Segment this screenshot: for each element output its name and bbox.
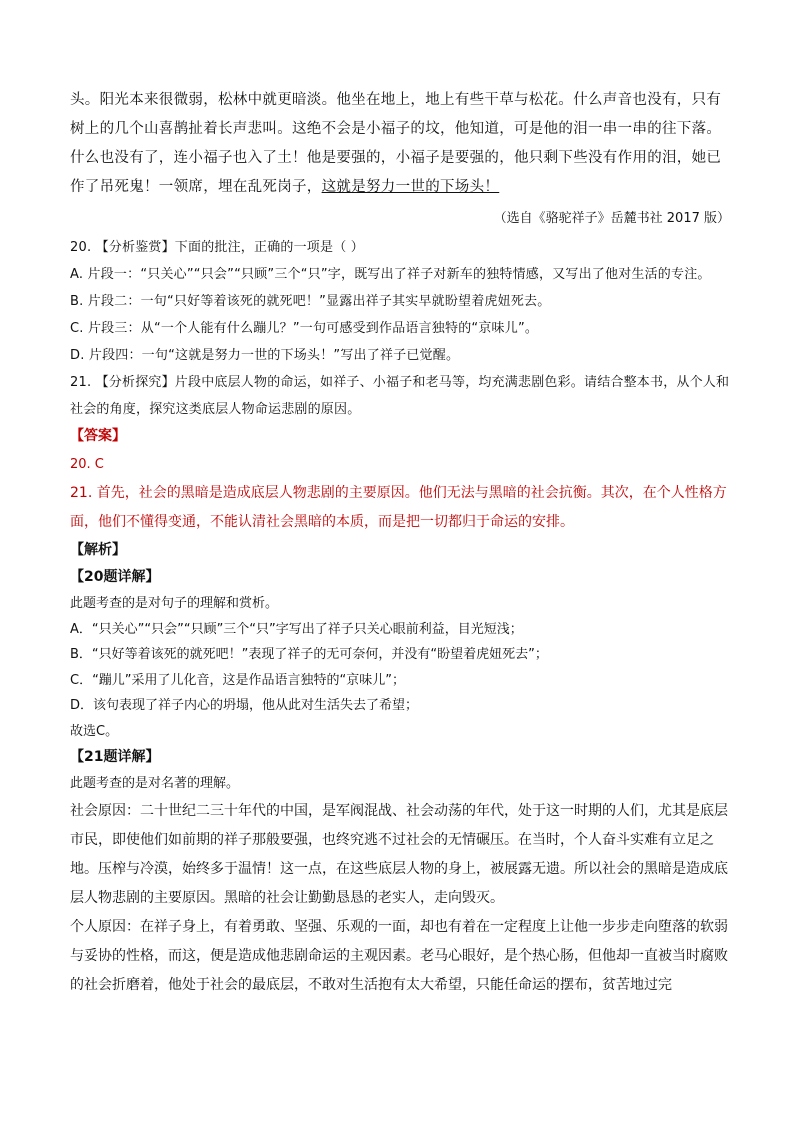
question-20-option-a: A. 片段一：“只关心”“只会”“只顾”三个“只”字，既写出了祥子对新车的独特情感，又写出了他对生活的专注。 — [70, 267, 711, 282]
detail-21-social-reason: 社会原因：二十世纪二三十年代的中国，是军阀混战、社会动荡的年代，处于这一时期的人们，尤其是底层市民，即使他们如前期的祥子那般要强，也终究逃不过社会的无情碾压。在当时，个人奋斗实难有立足之地。压榨与冷漠，始终多于温情！这一点，在这些底层人物的身上，被展露无遗。所以社会的黑暗是造成底层人物悲剧的主要原因。黑暗的社会让勤勤恳恳的老实人，走向毁灭。 — [70, 802, 728, 906]
answer-20: 20. C — [70, 457, 104, 472]
question-20-option-b: B. 片段二：一句“只好等着该死的就死吧！”显露出祥子其实早就盼望着虎妞死去。 — [70, 294, 551, 309]
detail-20-d: D．该句表现了祥子内心的坍塌，他从此对生活失去了希望； — [70, 698, 419, 713]
detail-20-conclusion: 故选C。 — [70, 723, 119, 739]
question-20-option-d: D. 片段四：一句“这就是努力一世的下场头！”写出了祥子已觉醒。 — [70, 348, 460, 363]
question-21: 21. 【分析探究】片段中底层人物的命运，如祥子、小福子和老马等，均充满悲剧色彩。请结合整本书，从个人和社会的角度，探究这类底层人物命运悲剧的原因。 — [70, 375, 730, 417]
detail-20-intro: 此题考查的是对句子的理解和赏析。 — [70, 596, 279, 611]
passage — [70, 86, 730, 202]
detail-21-personal-reason: 个人原因：在祥子身上，有着勇敢、坚强、乐观的一面，却也有着在一定程度上让他一步步走向堕落的软弱与妥协的性格，而这，便是造成他悲剧命运的主观因素。老马心眼好，是个热心肠，但他却一直被当时腐败的社会折磨着，他处于社会的最底层，不敢对生活抱有太大希望，只能任命运的摆布，贫苦地过完 — [70, 918, 728, 993]
answer-21: 21. 首先，社会的黑暗是造成底层人物悲剧的主要原因。他们无法与黑暗的社会抗衡。其次，在个人性格方面，他们不懂得变通，不能认清社会黑暗的本质，而是把一切都归于命运的安排。 — [70, 485, 727, 530]
source-citation: （选自《骆驼祥子》岳麓书社 2017 版） — [493, 211, 730, 226]
question-20: 20. 【分析鉴赏】下面的批注，正确的一项是（ ） — [70, 240, 364, 255]
detail-20-heading: 【20题详解】 — [70, 569, 160, 585]
passage-text — [70, 86, 730, 202]
detail-21-intro: 此题考查的是对名著的理解。 — [70, 776, 240, 791]
detail-20-c: C．“蹦儿”采用了儿化音，这是作品语言独特的“京味儿”； — [70, 672, 406, 688]
question-20-option-c: C. 片段三：从“一个人能有什么蹦儿？”一句可感受到作品语言独特的“京味儿”。 — [70, 321, 539, 336]
detail-20-a: A．“只关心”“只会”“只顾”三个“只”字写出了祥子只关心眼前利益，目光短浅； — [70, 621, 523, 637]
passage-underlined-sentence: 这就是努力一世的下场头！ — [321, 179, 500, 195]
passage-main-text: 头。阳光本来很微弱，松林中就更暗淡。他坐在地上，地上有些干草与松花。什么声音也没有，只有树上的几个山喜鹊扯着长声悲叫。这绝不会是小福子的坟，他知道，可是他的泪一串一串的往下落。什么也没有了，连小福子也入了土！他是要强的，小福子是要强的，他只剩下些没有作用的泪，她已作了吊死鬼！一领席，埋在乱死岗子， — [70, 92, 722, 195]
analysis-heading: 【解析】 — [70, 542, 126, 558]
answer-heading: 【答案】 — [70, 428, 126, 444]
detail-21-heading: 【21题详解】 — [70, 749, 160, 765]
detail-20-b: B．“只好等着该死的就死吧！”表现了祥子的无可奈何，并没有“盼望着虎妞死去”； — [70, 647, 548, 662]
document-page — [70, 86, 730, 1000]
